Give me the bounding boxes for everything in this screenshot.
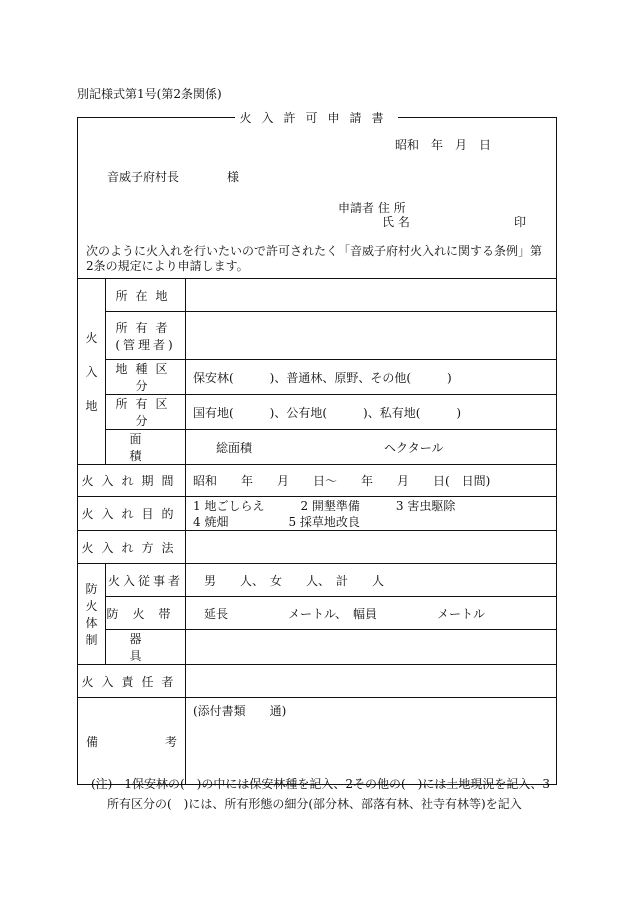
method-field[interactable] [186,531,557,564]
fire-site-group-label [78,279,106,465]
fire-prevention-char-4: 制 [85,633,98,647]
table-row-responsible [78,665,557,698]
purpose-label: 火入れ目的 [78,497,186,531]
table-row-method [78,531,557,564]
table-row-location [78,279,557,312]
ownership-label: 所有区分 [106,395,186,430]
area-label: 面積 [106,430,186,465]
area-field[interactable]: 総面積 ヘクタール [186,430,557,465]
fire-prevention-char-3: 体 [85,616,98,630]
purpose-line-2: 4 焼畑 5 採草地改良 [193,514,360,529]
table-row-area [78,430,557,465]
owner-label-cell [106,312,186,360]
firebreak-field[interactable]: 延長 メートル、 幅員 メートル [186,597,557,630]
application-table [77,278,557,785]
applicant-name-label: 氏 名 [382,215,410,229]
table-row-ownership [78,395,557,430]
table-row-period [78,465,557,497]
addressee: 音威子府村長 様 [107,170,240,184]
owner-field[interactable] [186,312,557,360]
fire-site-char-1: 火 [85,330,98,345]
ownership-field[interactable]: 国有地( )、公有地( )、私有地( ) [186,395,557,430]
table-row-purpose [78,497,557,531]
location-field[interactable] [186,279,557,312]
workers-field[interactable]: 男 人、 女 人、 計 人 [186,564,557,597]
equipment-field[interactable] [186,630,557,665]
note-line-2: 所有区分の( )には、所有形態の細分(部分林、部落有林、社寺有林等)を記入 [107,797,522,811]
intro-text: 次のように火入れを行いたいので許可されたく「音威子府村火入れに関する条例」第2条の規定により申請します。 [86,244,543,273]
responsible-label: 火入責任者 [78,665,186,698]
fire-site-char-2: 入 [85,364,98,379]
table-row-owner [78,312,557,360]
responsible-field[interactable] [186,665,557,698]
form-title: 火入許可申請書 [235,109,398,126]
remarks-label-cell [78,698,186,785]
owner-label: 所有者 [115,320,176,335]
table-row-firebreak [78,597,557,630]
equipment-label: 器具 [106,630,186,665]
remarks-label-right: 考 [164,734,177,749]
period-field[interactable]: 昭和 年 月 日〜 年 月 日( 日間) [186,465,557,497]
table-row-workers [78,564,557,597]
purpose-line-1: 1 地ごしらえ 2 開墾準備 3 害虫駆除 [193,498,456,513]
table-row-equipment [78,630,557,665]
applicant-address-label: 申請者 住 所 [338,201,406,215]
period-label: 火入れ期間 [78,465,186,497]
fire-prevention-char-1: 防 [85,582,98,596]
fire-prevention-group-label [78,564,106,665]
table-row-remarks [78,698,557,785]
header-border-right [398,117,556,118]
remarks-field[interactable] [186,698,557,785]
workers-label: 火入従事者 [106,564,186,597]
firebreak-label: 防火帯 [106,597,186,630]
land-type-label: 地種区分 [106,360,186,395]
location-label: 所在地 [106,279,186,312]
header-border-left [77,117,235,118]
remarks-label-left: 備 [86,734,99,749]
fire-prevention-char-2: 火 [85,599,98,613]
note-line-1: (注) 1保安林の( )の中には保安林種を記入、2その他の( )には土地現況を記入、3 [91,777,550,791]
form-label: 別記様式第1号(第2条関係) [77,87,222,101]
table-row-land-type [78,360,557,395]
method-label: 火入れ方法 [78,531,186,564]
remarks-attachment-text: (添付書類 通) [193,704,287,718]
owner-sub-label: (管理者) [115,337,176,352]
purpose-field[interactable] [186,497,557,531]
land-type-field[interactable]: 保安林( )、普通林、原野、その他( ) [186,360,557,395]
fire-site-char-3: 地 [85,398,98,413]
seal-mark: 印 [514,215,527,229]
date-line: 昭和 年 月 日 [395,138,492,152]
